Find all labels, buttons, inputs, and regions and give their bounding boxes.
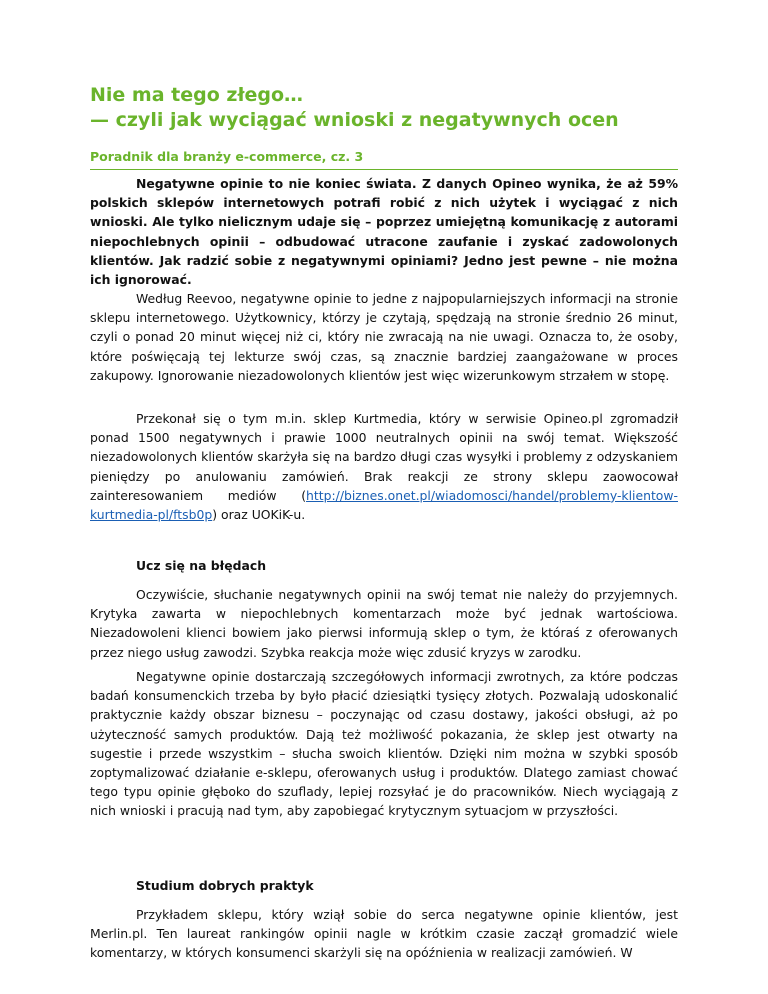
paragraph-3: Oczywiście, słuchanie negatywnych opinii na swój temat nie należy do przyjemnych. Krytyka zawarta w niepochlebnych komentarzach może być jednak wartościowa. Niezadowoleni klienci bowiem jako pierwsi informują sklep o tym, że któraś z oferowanych przez niego usług zawodzi. Szybka reakcja może więc zdusić kryzys w zarodku. xyxy=(90,587,678,660)
heading-learn-from-mistakes: Ucz się na błędach xyxy=(136,558,267,573)
section-subtitle: Poradnik dla branży e-commerce, cz. 3 xyxy=(90,149,364,164)
paragraph-5: Przykładem sklepu, który wziął sobie do serca negatywne opinie klientów, jest Merlin.pl. Ten laureat rankingów opinii nagle w krótkim czasie zaczął gromadzić wiele komentarzy, w których konsumenci skarżyli się na opóźnienia w realizacji zamówień. W xyxy=(90,907,678,961)
paragraph-2-text: Przekonał się o tym m.in. sklep Kurtmedia, który w serwisie Opineo.pl zgromadził ponad 1500 negatywnych i prawie 1000 neutralnych opinii na swój temat. Większość niezadowolonych klientów skarżyła się na bardzo długi czas wysyłki i problemy z odzyskaniem pieniędzy po anulowaniu zamówień. Brak reakcji ze strony sklepu zaowocował zainteresowaniem mediów ( xyxy=(90,411,678,503)
paragraph-2 xyxy=(90,409,678,524)
paragraph-1: Według Reevoo, negatywne opinie to jedne z najpopularniejszych informacji na stronie sklepu internetowego. Użytkownicy, którzy je czytają, spędzają na stronie średnio 26 minut, czyli o ponad 20 minut więcej niż ci, który nie zwracają na nie uwagi. Oznacza to, że osoby, które poświęcają tej lekturze swój czas, są znacznie bardziej zaangażowane w proces zakupowy. Ignorowanie niezadowolonych klientów jest więc wizerunkowym strzałem w stopę. xyxy=(90,291,678,383)
heading-good-practices: Studium dobrych praktyk xyxy=(136,878,314,893)
article-link[interactable]: http://biznes.onet.pl/wiadomosci/handel/problemy-klientow-kurtmedia-pl/ftsb0p xyxy=(90,487,678,523)
title-line-2: — czyli jak wyciągać wnioski z negatywnych ocen xyxy=(90,109,619,131)
subtitle-divider xyxy=(90,169,678,170)
lead-paragraph: Negatywne opinie to nie koniec świata. Z danych Opineo wynika, że aż 59% polskich sklepów internetowych potrafi robić z nich użytek i wyciągać z nich wnioski. Ale tylko nielicznym udaje się – poprzez umiejętną komunikację z autorami niepochlebnych opinii – odbudować utracone zaufanie i zyskać zadowolonych klientów. Jak radzić sobie z negatywnymi opiniami? Jedno jest pewne – nie można ich ignorować. xyxy=(90,176,678,288)
paragraph-4: Negatywne opinie dostarczają szczegółowych informacji zwrotnych, za które podczas badań konsumenckich trzeba by było płacić dziesiątki tysięcy złotych. Pozwalają udoskonalić praktycznie każdy obszar biznesu – poczynając od czasu dostawy, jakości obsługi, aż po użyteczność samych produktów. Dają też możliwość pokazania, że sklep jest otwarty na sugestie i przede wszystkim – słucha swoich klientów. Dzięki nim można w szybki sposób zoptymalizować działanie e-sklepu, oferowanych usług i produktów. Dlatego zamiast chować tego typu opinie głęboko do szuflady, lepiej rozsyłać je do pracowników. Niech wyciągają z nich wnioski i pracują nad tym, aby zapobiegać krytycznym sytuacjom w przyszłości. xyxy=(90,669,678,819)
page-title xyxy=(90,83,690,133)
paragraph-2-tail: ) oraz UOKiK-u. xyxy=(212,507,306,523)
title-line-1: Nie ma tego złego… xyxy=(90,84,304,106)
